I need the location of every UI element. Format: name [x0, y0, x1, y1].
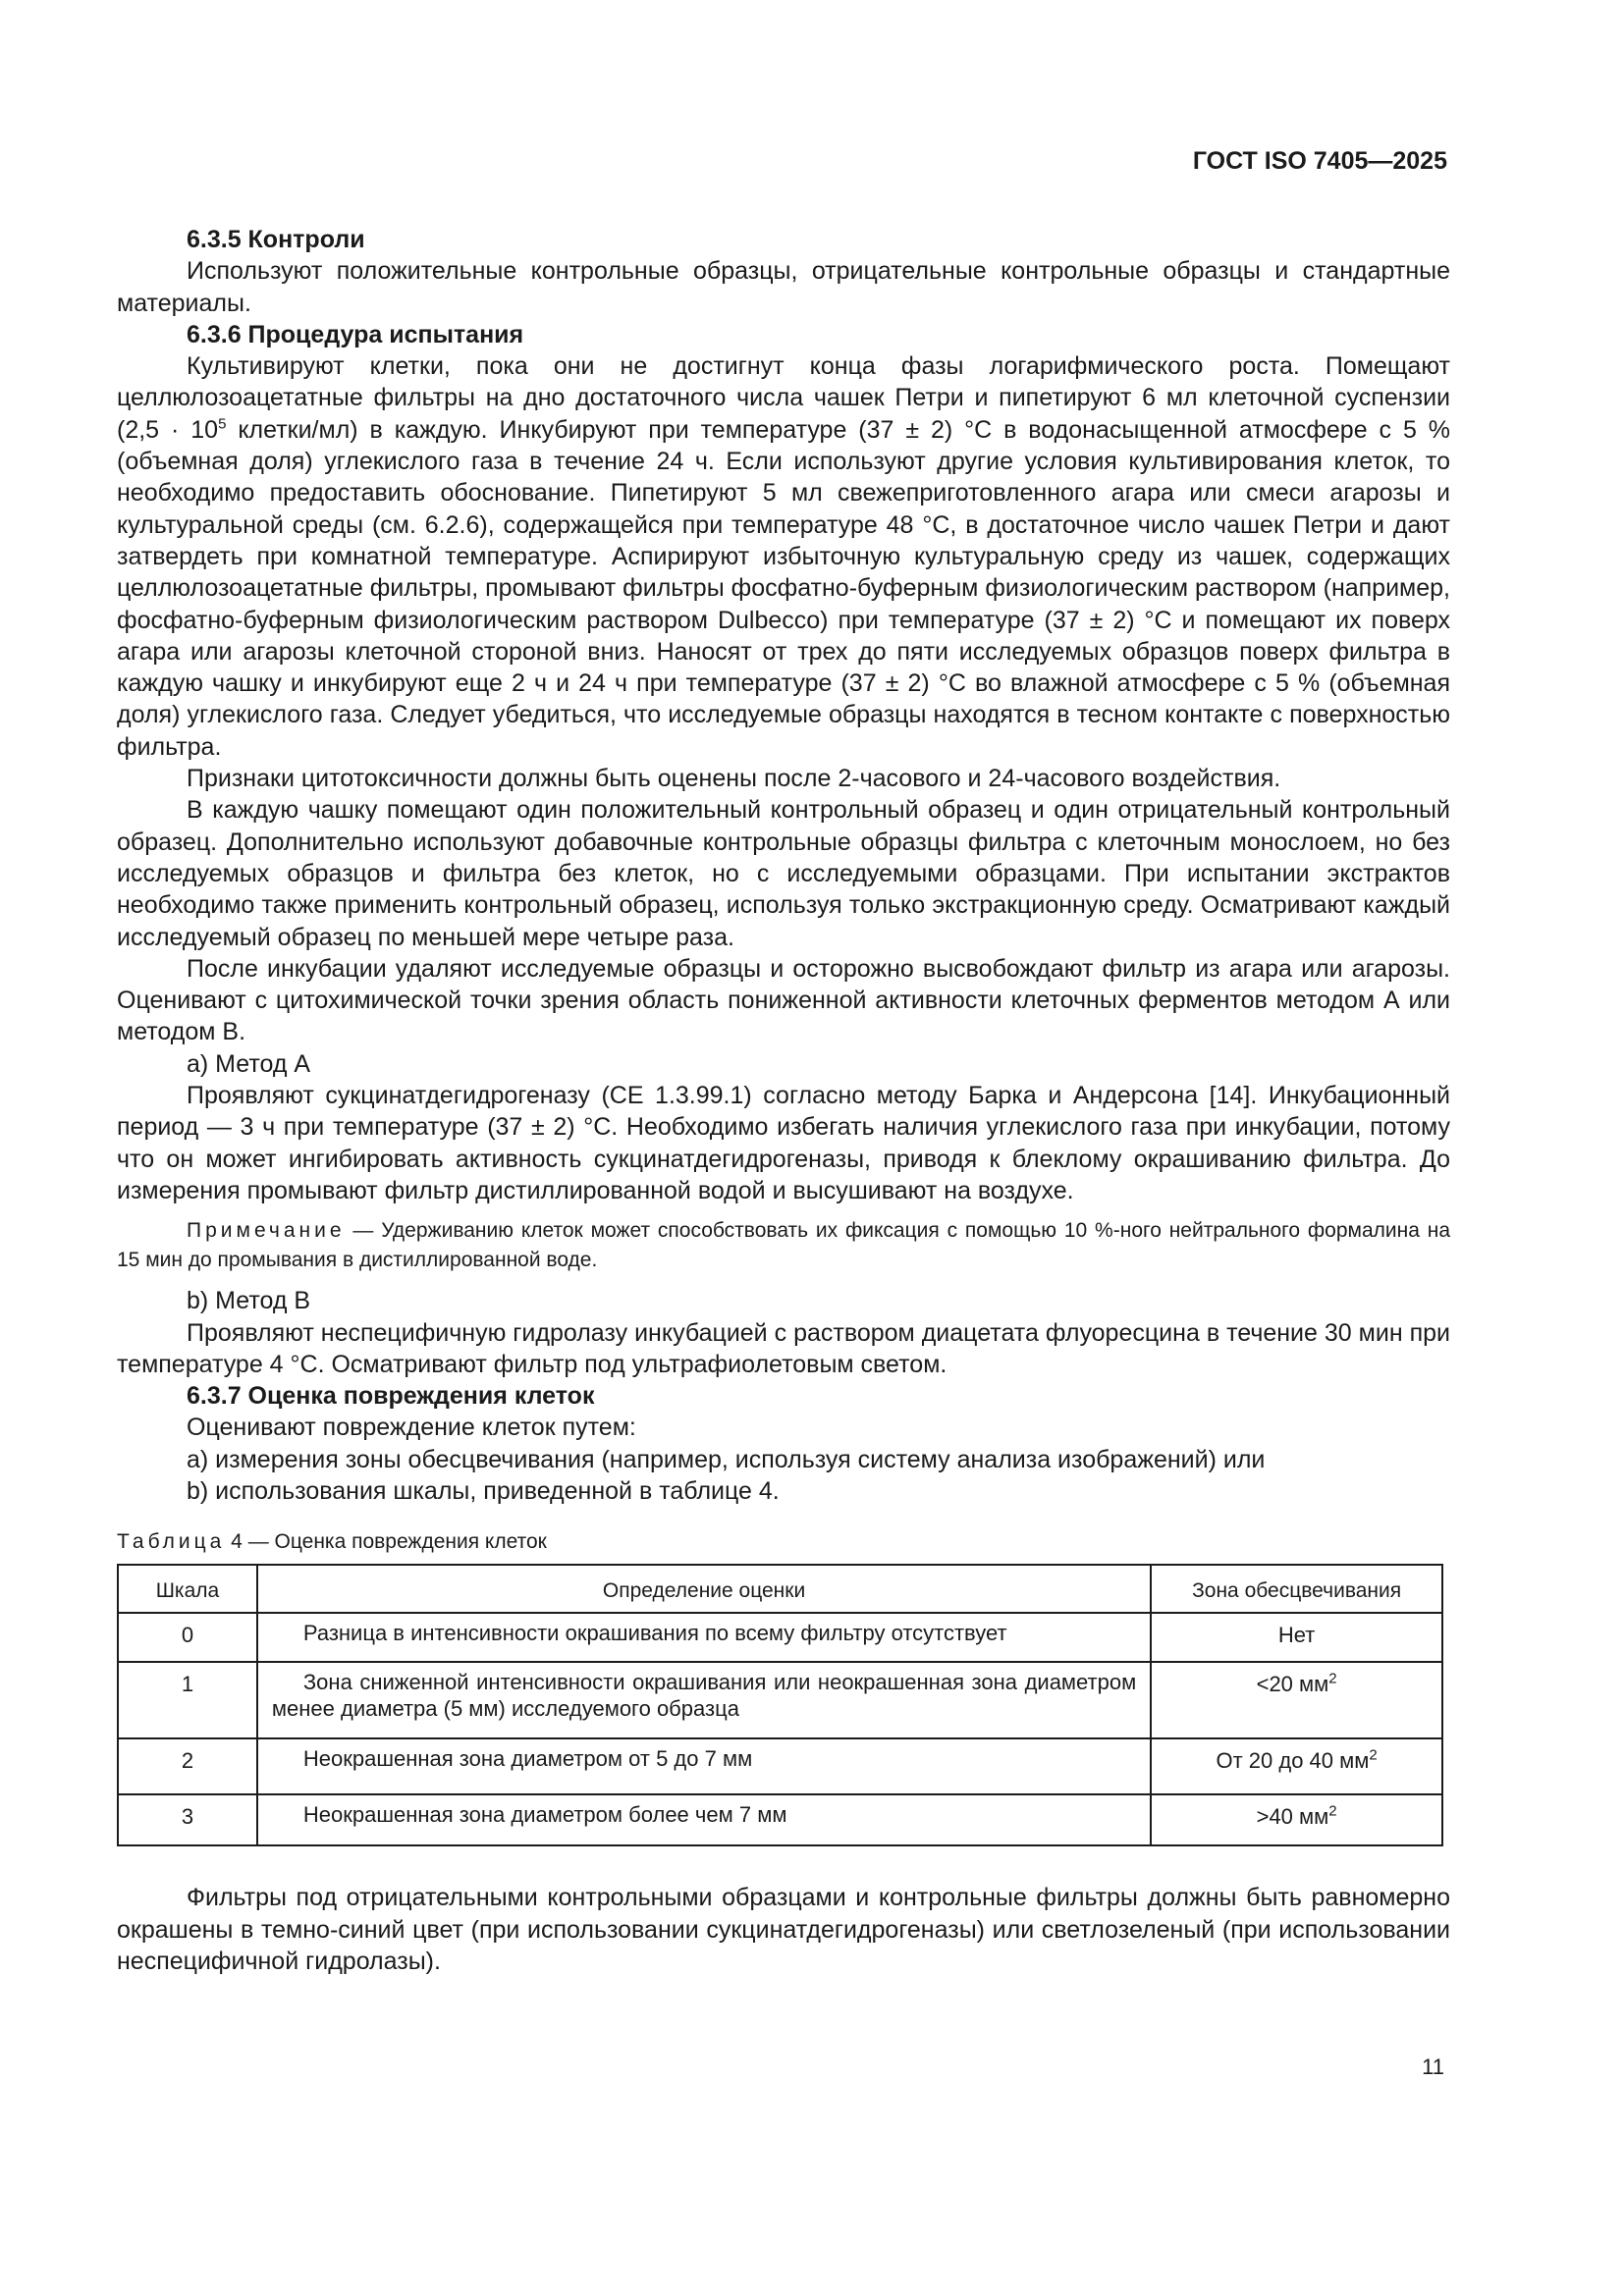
table-row: [118, 1738, 1442, 1794]
list-item: b) использования шкалы, приведенной в таблице 4.: [187, 1476, 780, 1505]
zone-value: От 20 до 40 мм: [1216, 1748, 1370, 1774]
method-b-label: b) Метод В: [187, 1287, 311, 1315]
cell-definition: [257, 1794, 1151, 1845]
superscript: 2: [1328, 1670, 1337, 1687]
paragraph: Проявляют неспецифичную гидролазу инкубацией с раствором диацетата флуоресцина в течение 30 мин при температуре 4 °С. Осматривают фильтр под ультрафиолетовым светом.: [117, 1318, 1450, 1378]
cell-zone: [1151, 1738, 1442, 1794]
paragraph: В каждую чашку помещают один положительный контрольный образец и один отрицательный контрольный образец. Дополнительно используют добавочные контрольные образцы фильтра с клеточным монослоем, но без исследуемых образцов и фильтра без клеток, но с исследуемыми образцами. При испытании экстрактов необходимо также применить контрольный образец, используя только экстракционную среду. Осматривают каждый исследуемый образец по меньшей мере четыре раза.: [117, 796, 1450, 951]
page-content: [117, 224, 1450, 1977]
method-a-label: а) Метод А: [187, 1049, 311, 1078]
section-heading-6-3-7: 6.3.7 Оценка повреждения клеток: [187, 1382, 595, 1411]
cell-text: Неокрашенная зона диаметром от 5 до 7 мм: [302, 1746, 753, 1772]
zone-value: Нет: [1277, 1623, 1316, 1648]
table-row: [118, 1662, 1442, 1738]
section-heading-6-3-6: 6.3.6 Процедура испытания: [187, 320, 524, 348]
paragraph: Проявляют сукцинатдегидрогеназу (СЕ 1.3.99.1) согласно методу Барка и Андерсона [14]. Инкубационный период — 3 ч при температуре (37 ± 2) °С. Необходимо избегать наличия углекислого газа при инкубации, потому что он может ингибировать активность сукцинатдегидрогеназы, приводя к блеклому окрашиванию фильтра. До измерения промывают фильтр дистиллированной водой и высушивают на воздухе.: [117, 1082, 1450, 1204]
cell-definition: [257, 1613, 1151, 1662]
superscript: 5: [218, 415, 227, 433]
cell-text: Зона сниженной интенсивности окрашивания или неокрашенная зона диаметром менее диаметра (5 мм) исследуемого образца: [271, 1670, 1137, 1722]
cell-scale: 3: [118, 1794, 257, 1845]
paragraph: После инкубации удаляют исследуемые образцы и осторожно высвобождают фильтр из агара или агарозы. Оценивают с цитохимической точки зрения область пониженной активности клеточных ферментов методом А или методом В.: [117, 954, 1450, 1046]
note: [117, 1216, 1450, 1275]
zone-value: <20 мм: [1256, 1672, 1329, 1697]
cell-zone: [1151, 1613, 1442, 1662]
table-caption: [117, 1528, 1450, 1556]
document-code: ГОСТ ISO 7405—2025: [1192, 147, 1447, 175]
note-label: Примечание: [187, 1219, 346, 1243]
note-text: — Удерживанию клеток может способствовать их фиксация с помощью 10 %-ного нейтрального формалина на 15 мин до промывания в дистиллированной воде.: [117, 1219, 1450, 1272]
superscript: 2: [1328, 1802, 1337, 1820]
section-heading-6-3-5: 6.3.5 Контроли: [187, 226, 365, 253]
cell-definition: [257, 1662, 1151, 1738]
column-header-scale: Шкала: [118, 1565, 257, 1613]
zone-value: >40 мм: [1256, 1804, 1329, 1830]
cell-zone: [1151, 1794, 1442, 1845]
cell-scale: 0: [118, 1613, 257, 1662]
column-header-zone: Зона обесцвечивания: [1151, 1565, 1442, 1613]
cell-scale: 2: [118, 1738, 257, 1794]
table-header-row: [118, 1565, 1442, 1613]
cell-definition: [257, 1738, 1151, 1794]
table-row: [118, 1613, 1442, 1662]
text: клетки/мл) в каждую. Инкубируют при температуре (37 ± 2) °С в водонасыщенной атмосфере с 5 % (объемная доля) углекислого газа в течение 24 ч. Если используют другие условия культивирования клеток, то необходимо предоставить обоснование. Пипетируют 5 мл свежеприготовленного агара или смеси агарозы и культуральной среды (см. 6.2.6), содержащейся при температуре 48 °С, в достаточное число чашек Петри и дают затвердеть при комнатной температуре. Аспирируют избыточную культуральную среду из чашек, содержащих целлюлозоацетатные фильтры, промывают фильтры фосфатно-буферным физиологическим раствором (например, фосфатно-буферным физиологическим раствором Dulbecco) при температуре (37 ± 2) °С и помещают их поверх агара или агарозы клеточной стороной вниз. Наносят от трех до пяти исследуемых образцов поверх фильтра в каждую чашку и инкубируют еще 2 ч и 24 ч при температуре (37 ± 2) °С во влажной атмосфере с 5 % (объемная доля) углекислого газа. Следует убедиться, что исследуемые образцы находятся в тесном контакте с поверхностью фильтра.: [117, 415, 1450, 761]
caption-text: 4 — Оценка повреждения клеток: [225, 1530, 547, 1554]
caption-label: Таблица: [117, 1530, 226, 1554]
text: Культивируют клетки, пока они не достигнут конца фазы логарифмического роста. Помещают целлюлозоацетатные фильтры на дно достаточного числа чашек Петри и пипетируют 6 мл клеточной суспензии (2,5 · 10: [117, 352, 1450, 444]
paragraph: [117, 350, 1450, 763]
paragraph: Оценивают повреждение клеток путем:: [187, 1414, 636, 1442]
page-number: 11: [1422, 2055, 1444, 2079]
cell-text: Неокрашенная зона диаметром более чем 7 мм: [302, 1802, 787, 1828]
cell-scale: 1: [118, 1662, 257, 1738]
paragraph: Используют положительные контрольные образцы, отрицательные контрольные образцы и стандартные материалы.: [117, 257, 1450, 317]
list-item: а) измерения зоны обесцвечивания (например, используя систему анализа изображений) или: [187, 1445, 1266, 1473]
superscript: 2: [1369, 1746, 1378, 1764]
column-header-definition: Определение оценки: [257, 1565, 1151, 1613]
table-row: [118, 1794, 1442, 1845]
cell-zone: [1151, 1662, 1442, 1738]
closing-paragraph: Фильтры под отрицательными контрольными образцами и контрольные фильтры должны быть равномерно окрашены в темно-синий цвет (при использовании сукцинатдегидрогеназы) или светлозеленый (при использовании неспецифичной гидролазы).: [117, 1884, 1450, 1975]
paragraph: Признаки цитотоксичности должны быть оценены после 2-часового и 24-часового воздействия.: [187, 765, 1281, 793]
assessment-table: [117, 1564, 1443, 1846]
cell-text: Разница в интенсивности окрашивания по всему фильтру отсутствует: [302, 1621, 1007, 1646]
